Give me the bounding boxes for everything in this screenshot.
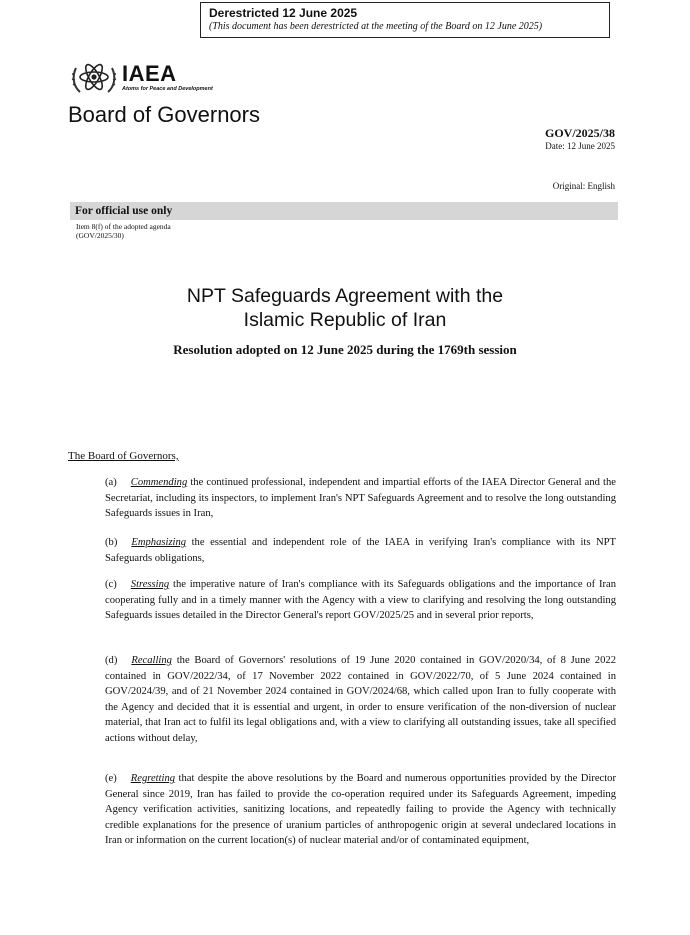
agenda-line-2: (GOV/2025/30) xyxy=(76,231,124,240)
paragraph-e xyxy=(105,771,616,849)
original-language: Original: English xyxy=(552,181,615,191)
paragraph-marker: (c) xyxy=(105,579,117,590)
paragraph-marker: (a) xyxy=(105,477,117,488)
title-line-1: NPT Safeguards Agreement with the xyxy=(186,285,504,307)
derestricted-notice xyxy=(200,2,610,38)
derestricted-note: (This document has been derestricted at the meeting of the Board on 12 June 2025) xyxy=(209,21,543,32)
logo-name: IAEA xyxy=(122,60,177,86)
logo-text xyxy=(122,60,213,92)
document-date: Date: 12 June 2025 xyxy=(545,141,615,151)
board-label: The Board of Governors, xyxy=(68,450,179,462)
paragraph-text: the continued professional, independent and impartial efforts of the IAEA Director General and the Secretariat, including its inspectors, to implement Iran's NPT Safeguards Agreement and to resolve the long outstanding Safeguards issues in Iran, xyxy=(105,477,616,519)
paragraph-lead: Emphasizing xyxy=(131,537,187,548)
board-title: Board of Governors xyxy=(68,102,260,127)
paragraph-text: the imperative nature of Iran's compliance with its Safeguards obligations and the importance of Iran cooperating fully and in a timely manner with the Agency with a view to clarifying and resolving the long outstanding Safeguards issues detailed in the Director General's report GOV/2025/25 and in several prior reports, xyxy=(105,579,616,621)
paragraph-lead: Regretting xyxy=(130,773,176,784)
paragraph-text: the essential and independent role of the IAEA in verifying Iran's compliance with its NPT Safeguards obligations, xyxy=(105,537,616,564)
paragraph-b xyxy=(105,535,616,566)
agenda-reference xyxy=(76,222,276,240)
paragraph-d xyxy=(105,653,616,746)
iaea-logo xyxy=(70,56,213,98)
document-reference: GOV/2025/38 xyxy=(544,126,615,140)
official-use-banner: For official use only xyxy=(70,202,618,220)
paragraph-lead: Stressing xyxy=(130,579,170,590)
paragraph-lead: Recalling xyxy=(131,655,172,666)
agenda-line-1: Item 8(f) of the adopted agenda xyxy=(76,222,171,231)
paragraph-marker: (b) xyxy=(105,537,118,548)
paragraph-text: the Board of Governors' resolutions of 19 June 2020 contained in GOV/2020/34, of 8 June 2022 contained in GOV/2022/34, of 17 November 2022 contained in GOV/2022/70, of 5 June 2024 contained in GOV/2024/39, and of 21 November 2024 contained in GOV/2024/68, which called upon Iran to fully cooperate with the Agency and decided that it is essential and urgent, in order to ensure verification of the non-diversion of nuclear material, that Iran act to fulfil its legal obligations and, with a view to clarifying all outstanding issues, take all specified actions without delay, xyxy=(105,655,616,744)
paragraph-text: that despite the above resolutions by the Board and numerous opportunities provided by the Director General since 2019, Iran has failed to provide the co-operation required under its Safeguards Agreement, impeding Agency verification activities, sanitizing locations, and repeatedly failing to provide the Agency with technically credible explanations for the presence of uranium particles of anthropogenic origin at several undeclared locations in Iran or information on the current location(s) of nuclear material and/or of contaminated equipment, xyxy=(105,773,616,846)
title-line-2: Islamic Republic of Iran xyxy=(243,309,447,331)
paragraph-marker: (e) xyxy=(105,773,117,784)
paragraph-a xyxy=(105,475,616,522)
iaea-emblem-icon xyxy=(70,56,118,98)
paragraph-c xyxy=(105,577,616,624)
derestricted-title: Derestricted 12 June 2025 xyxy=(209,6,358,20)
logo-tagline: Atoms for Peace and Development xyxy=(122,85,213,92)
document-subtitle: Resolution adopted on 12 June 2025 during the 1769th session xyxy=(173,342,517,357)
paragraph-lead: Commending xyxy=(130,477,188,488)
document-title xyxy=(0,284,690,332)
paragraph-marker: (d) xyxy=(105,655,118,666)
